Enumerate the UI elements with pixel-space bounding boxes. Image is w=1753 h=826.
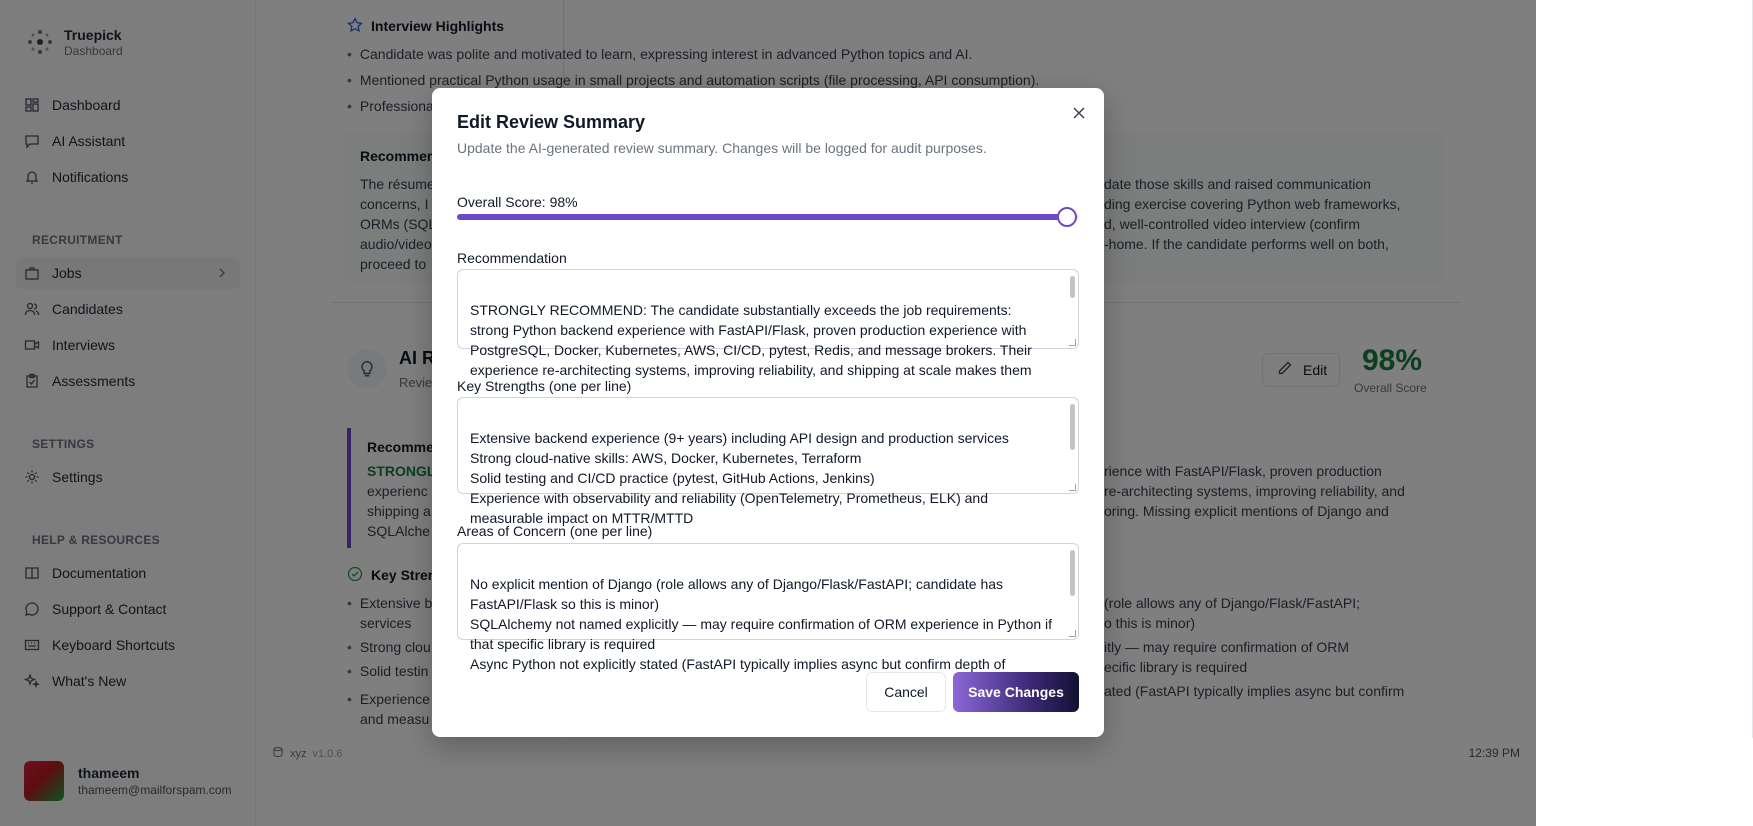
close-icon[interactable] — [1070, 104, 1088, 122]
recommendation-text: STRONGLY RECOMMEND: The candidate substantially exceeds the job requirements: strong Python backend experience with FastAPI/Flask, proven production experience with PostgreSQL, Docker, Kubernetes, AWS, CI/CD, pytest, Redis, and message brokers. Their experience re-architecting systems, improving reliability, and shipping at scale makes them — [470, 302, 1032, 378]
cancel-button[interactable]: Cancel — [866, 672, 946, 712]
scrollbar[interactable] — [1070, 276, 1075, 298]
resize-handle[interactable] — [1069, 630, 1076, 637]
areas-of-concern-text: No explicit mention of Django (role allows any of Django/Flask/FastAPI; candidate has FastAPI/Flask so this is minor) SQLAlchemy not named explicitly — may require confirmation of ORM experience in Python if that specific library is required Async Python not explicitly stated (FastAPI typically implies async but confirm depth of — [470, 576, 1053, 672]
save-changes-button[interactable]: Save Changes — [953, 672, 1079, 712]
areas-of-concern-label: Areas of Concern (one per line) — [457, 523, 653, 539]
resize-handle[interactable] — [1069, 484, 1076, 491]
scrollbar[interactable] — [1070, 550, 1075, 596]
key-strengths-textarea[interactable] — [457, 397, 1079, 526]
edit-review-modal — [432, 88, 1104, 737]
recommendation-textarea[interactable] — [457, 269, 1079, 378]
areas-of-concern-textarea[interactable] — [457, 543, 1079, 672]
recommendation-label: Recommendation — [457, 250, 567, 266]
resize-handle[interactable] — [1069, 339, 1076, 346]
overall-score-label: Overall Score: 98% — [457, 194, 578, 210]
modal-title: Edit Review Summary — [457, 112, 646, 132]
key-strengths-text: Extensive backend experience (9+ years) including API design and production services Strong cloud-native skills: AWS, Docker, Kubernetes, Terraform Solid testing and CI/CD practice (pytest, GitHub Actions, Jenkins) Experience with observability and reliability (OpenTelemetry, Prometheus, ELK) and measurable impact on MTTR/MTTD — [470, 430, 1009, 526]
slider-fill — [457, 214, 1067, 220]
overall-score-slider[interactable] — [457, 214, 1079, 220]
modal-description: Update the AI-generated review summary. Changes will be logged for audit purposes. — [457, 140, 987, 156]
scrollbar[interactable] — [1070, 404, 1075, 450]
key-strengths-label: Key Strengths (one per line) — [457, 378, 632, 394]
slider-thumb[interactable] — [1057, 207, 1077, 227]
